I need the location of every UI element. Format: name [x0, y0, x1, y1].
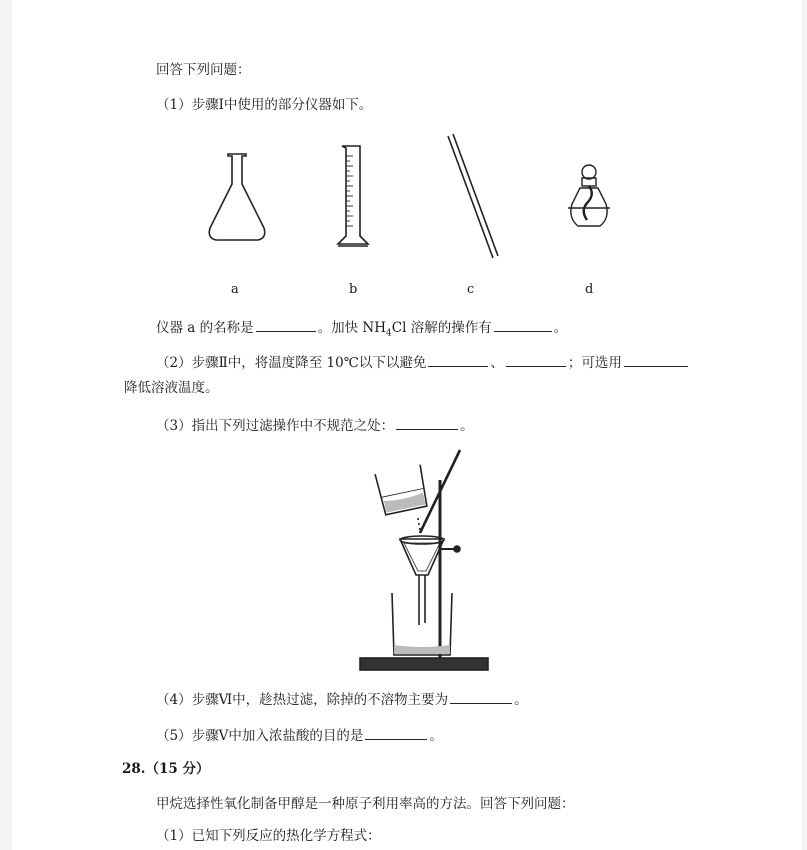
q2-part1: （2）步骤Ⅱ中，将温度降至 10℃以下以避免 [156, 355, 427, 371]
funnel-ring-clamp [440, 546, 460, 552]
stand-base [360, 658, 488, 670]
q4-line [156, 689, 528, 710]
q1-fill-c: Cl 溶解的操作有 [391, 320, 492, 336]
label-d: d [585, 282, 594, 297]
q2-line2: 降低溶液温度。 [124, 380, 219, 396]
label-a: a [231, 282, 239, 297]
q2-sep: 、 [490, 355, 504, 371]
document-page [12, 0, 802, 850]
q1-fill-end: 。 [553, 320, 568, 336]
answer-blank-coolant[interactable] [624, 352, 688, 367]
answer-blank-avoid-1[interactable] [428, 352, 488, 367]
q3-text: （3）指出下列过滤操作中不规范之处： [156, 418, 395, 434]
answer-blank-hcl-purpose[interactable] [365, 725, 427, 740]
q3-end: 。 [460, 418, 474, 434]
q5-line [156, 725, 443, 746]
label-b: b [349, 282, 358, 297]
receiving-beaker-icon [392, 593, 452, 655]
graduated-cylinder-icon [338, 146, 368, 246]
q2-line1 [156, 352, 690, 373]
q1-fill-line [156, 317, 567, 344]
label-c: c [467, 282, 475, 297]
answer-blank-avoid-2[interactable] [506, 352, 566, 367]
conical-flask-icon [209, 154, 265, 240]
answer-blank-instrument-name[interactable] [256, 317, 316, 332]
q1-fill-b: 。加快 NH [317, 320, 387, 336]
q4-end: 。 [514, 692, 528, 708]
alcohol-lamp-icon [568, 165, 610, 226]
answer-blank-insoluble[interactable] [450, 689, 512, 704]
filtration-apparatus-figure [342, 445, 542, 675]
answer-blank-filtration[interactable] [396, 415, 458, 430]
q28-intro: 甲烷选择性氧化制备甲醇是一种原子利用率高的方法。回答下列问题： [156, 796, 575, 812]
q5-text: （5）步骤Ⅴ中加入浓盐酸的目的是 [156, 728, 364, 744]
q4-text: （4）步骤Ⅵ中，趁热过滤，除掉的不溶物主要为 [156, 692, 449, 708]
subscript-4: 4 [386, 328, 392, 339]
q2-part2: ；可选用 [567, 355, 622, 371]
q1-fill-a: 仪器 a 的名称是 [156, 320, 254, 336]
intro-text: 回答下列问题： [156, 62, 251, 78]
pouring-beaker-icon [375, 465, 429, 516]
instruments-figure [12, 128, 802, 288]
pour-stream [418, 518, 420, 531]
answer-blank-dissolve-method[interactable] [494, 317, 552, 332]
q3-line [156, 415, 474, 436]
q5-end: 。 [429, 728, 443, 744]
q28-sub1: （1）已知下列反应的热化学方程式： [156, 828, 381, 844]
funnel-icon [400, 536, 444, 625]
q28-title: 28.（15 分） [122, 761, 210, 777]
glass-rod-icon [448, 134, 498, 258]
q1-text: （1）步骤Ⅰ中使用的部分仪器如下。 [156, 97, 373, 113]
